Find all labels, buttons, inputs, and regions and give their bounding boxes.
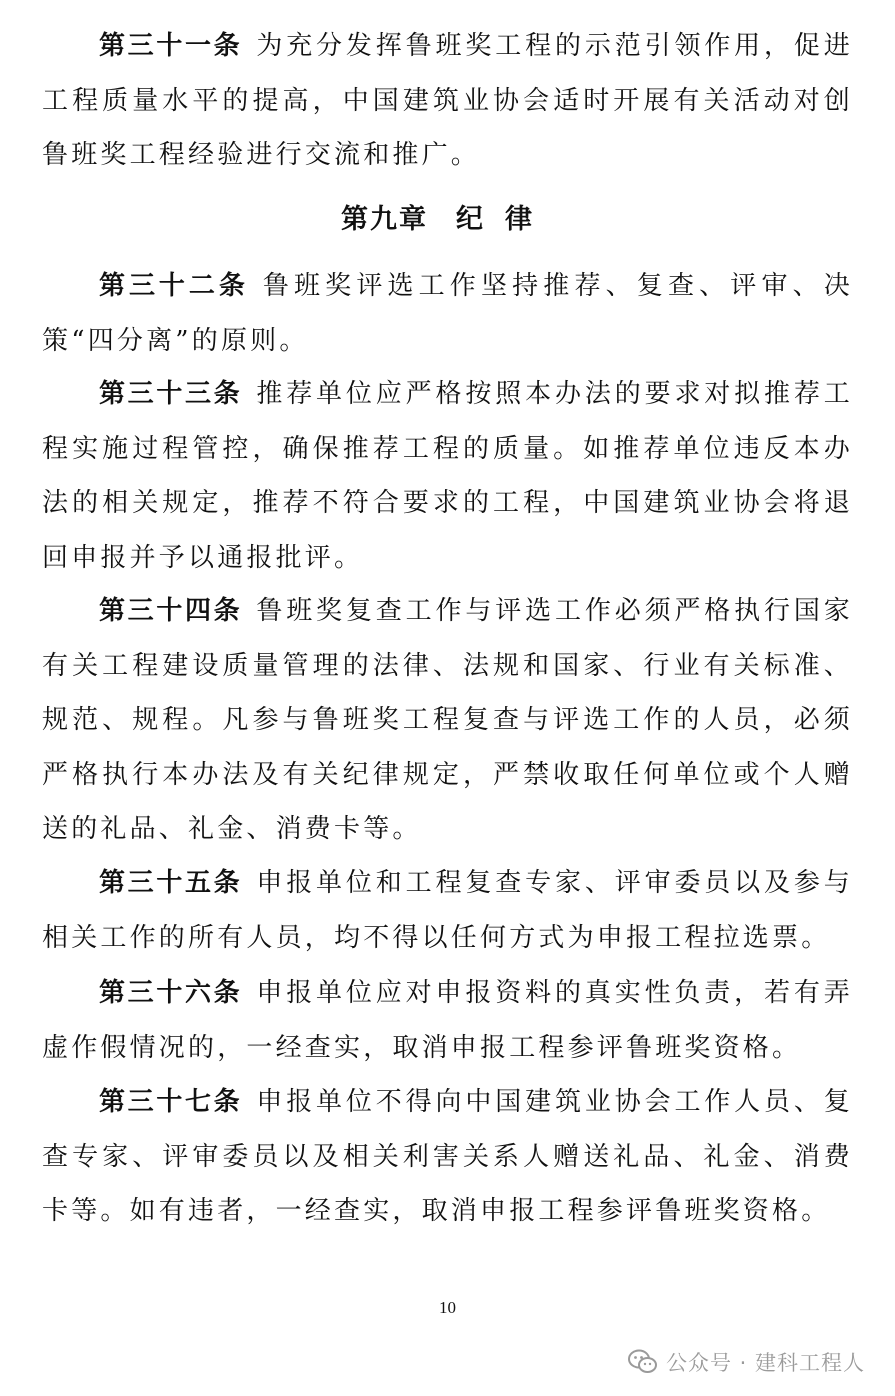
article-35	[42, 856, 853, 965]
watermark	[628, 1345, 865, 1379]
article-number: 第三十五条	[99, 868, 243, 898]
article-text: 申报单位不得向中国建筑业协会工作人员、复查专家、评审委员以及相关利害关系人赠送礼品、礼金、消费卡等。如有违者，一经查实，取消申报工程参评鲁班奖资格。	[42, 1087, 853, 1226]
article-36	[42, 966, 853, 1075]
article-number: 第三十七条	[99, 1087, 243, 1117]
article-number: 第三十一条	[99, 31, 243, 61]
article-text: 鲁班奖评选工作坚持推荐、复查、评审、决策“四分离”的原则。	[42, 271, 853, 356]
article-text: 申报单位和工程复查专家、评审委员以及参与相关工作的所有人员，均不得以任何方式为申报工程拉选票。	[42, 868, 853, 953]
article-33	[42, 367, 853, 585]
article-text: 申报单位应对申报资料的真实性负责，若有弄虚作假情况的，一经查实，取消申报工程参评鲁班奖资格。	[42, 978, 853, 1063]
article-number: 第三十二条	[99, 271, 249, 301]
watermark-text: 公众号 · 建科工程人	[665, 1351, 865, 1375]
article-number: 第三十三条	[99, 379, 243, 409]
chapter-number: 第九章	[341, 204, 428, 235]
article-number: 第三十六条	[99, 978, 243, 1008]
chapter-title: 纪律	[456, 204, 554, 235]
page-number: 10	[439, 1298, 456, 1317]
article-text: 推荐单位应严格按照本办法的要求对拟推荐工程实施过程管控，确保推荐工程的质量。如推荐单位违反本办法的相关规定，推荐不符合要求的工程，中国建筑业协会将退回申报并予以通报批评。	[42, 379, 853, 573]
article-37	[42, 1075, 853, 1239]
article-31	[42, 19, 853, 183]
wechat-icon	[628, 1349, 658, 1375]
article-32	[42, 259, 853, 368]
article-text: 为充分发挥鲁班奖工程的示范引领作用，促进工程质量水平的提高，中国建筑业协会适时开展有关活动对创鲁班奖工程经验进行交流和推广。	[42, 31, 853, 170]
article-34	[42, 584, 853, 857]
chapter-heading	[0, 193, 895, 247]
article-text: 鲁班奖复查工作与评选工作必须严格执行国家有关工程建设质量管理的法律、法规和国家、行业有关标准、规范、规程。凡参与鲁班奖工程复查与评选工作的人员，必须严格执行本办法及有关纪律规定，严禁收取任何单位或个人赠送的礼品、礼金、消费卡等。	[42, 596, 853, 844]
article-number: 第三十四条	[99, 596, 243, 626]
